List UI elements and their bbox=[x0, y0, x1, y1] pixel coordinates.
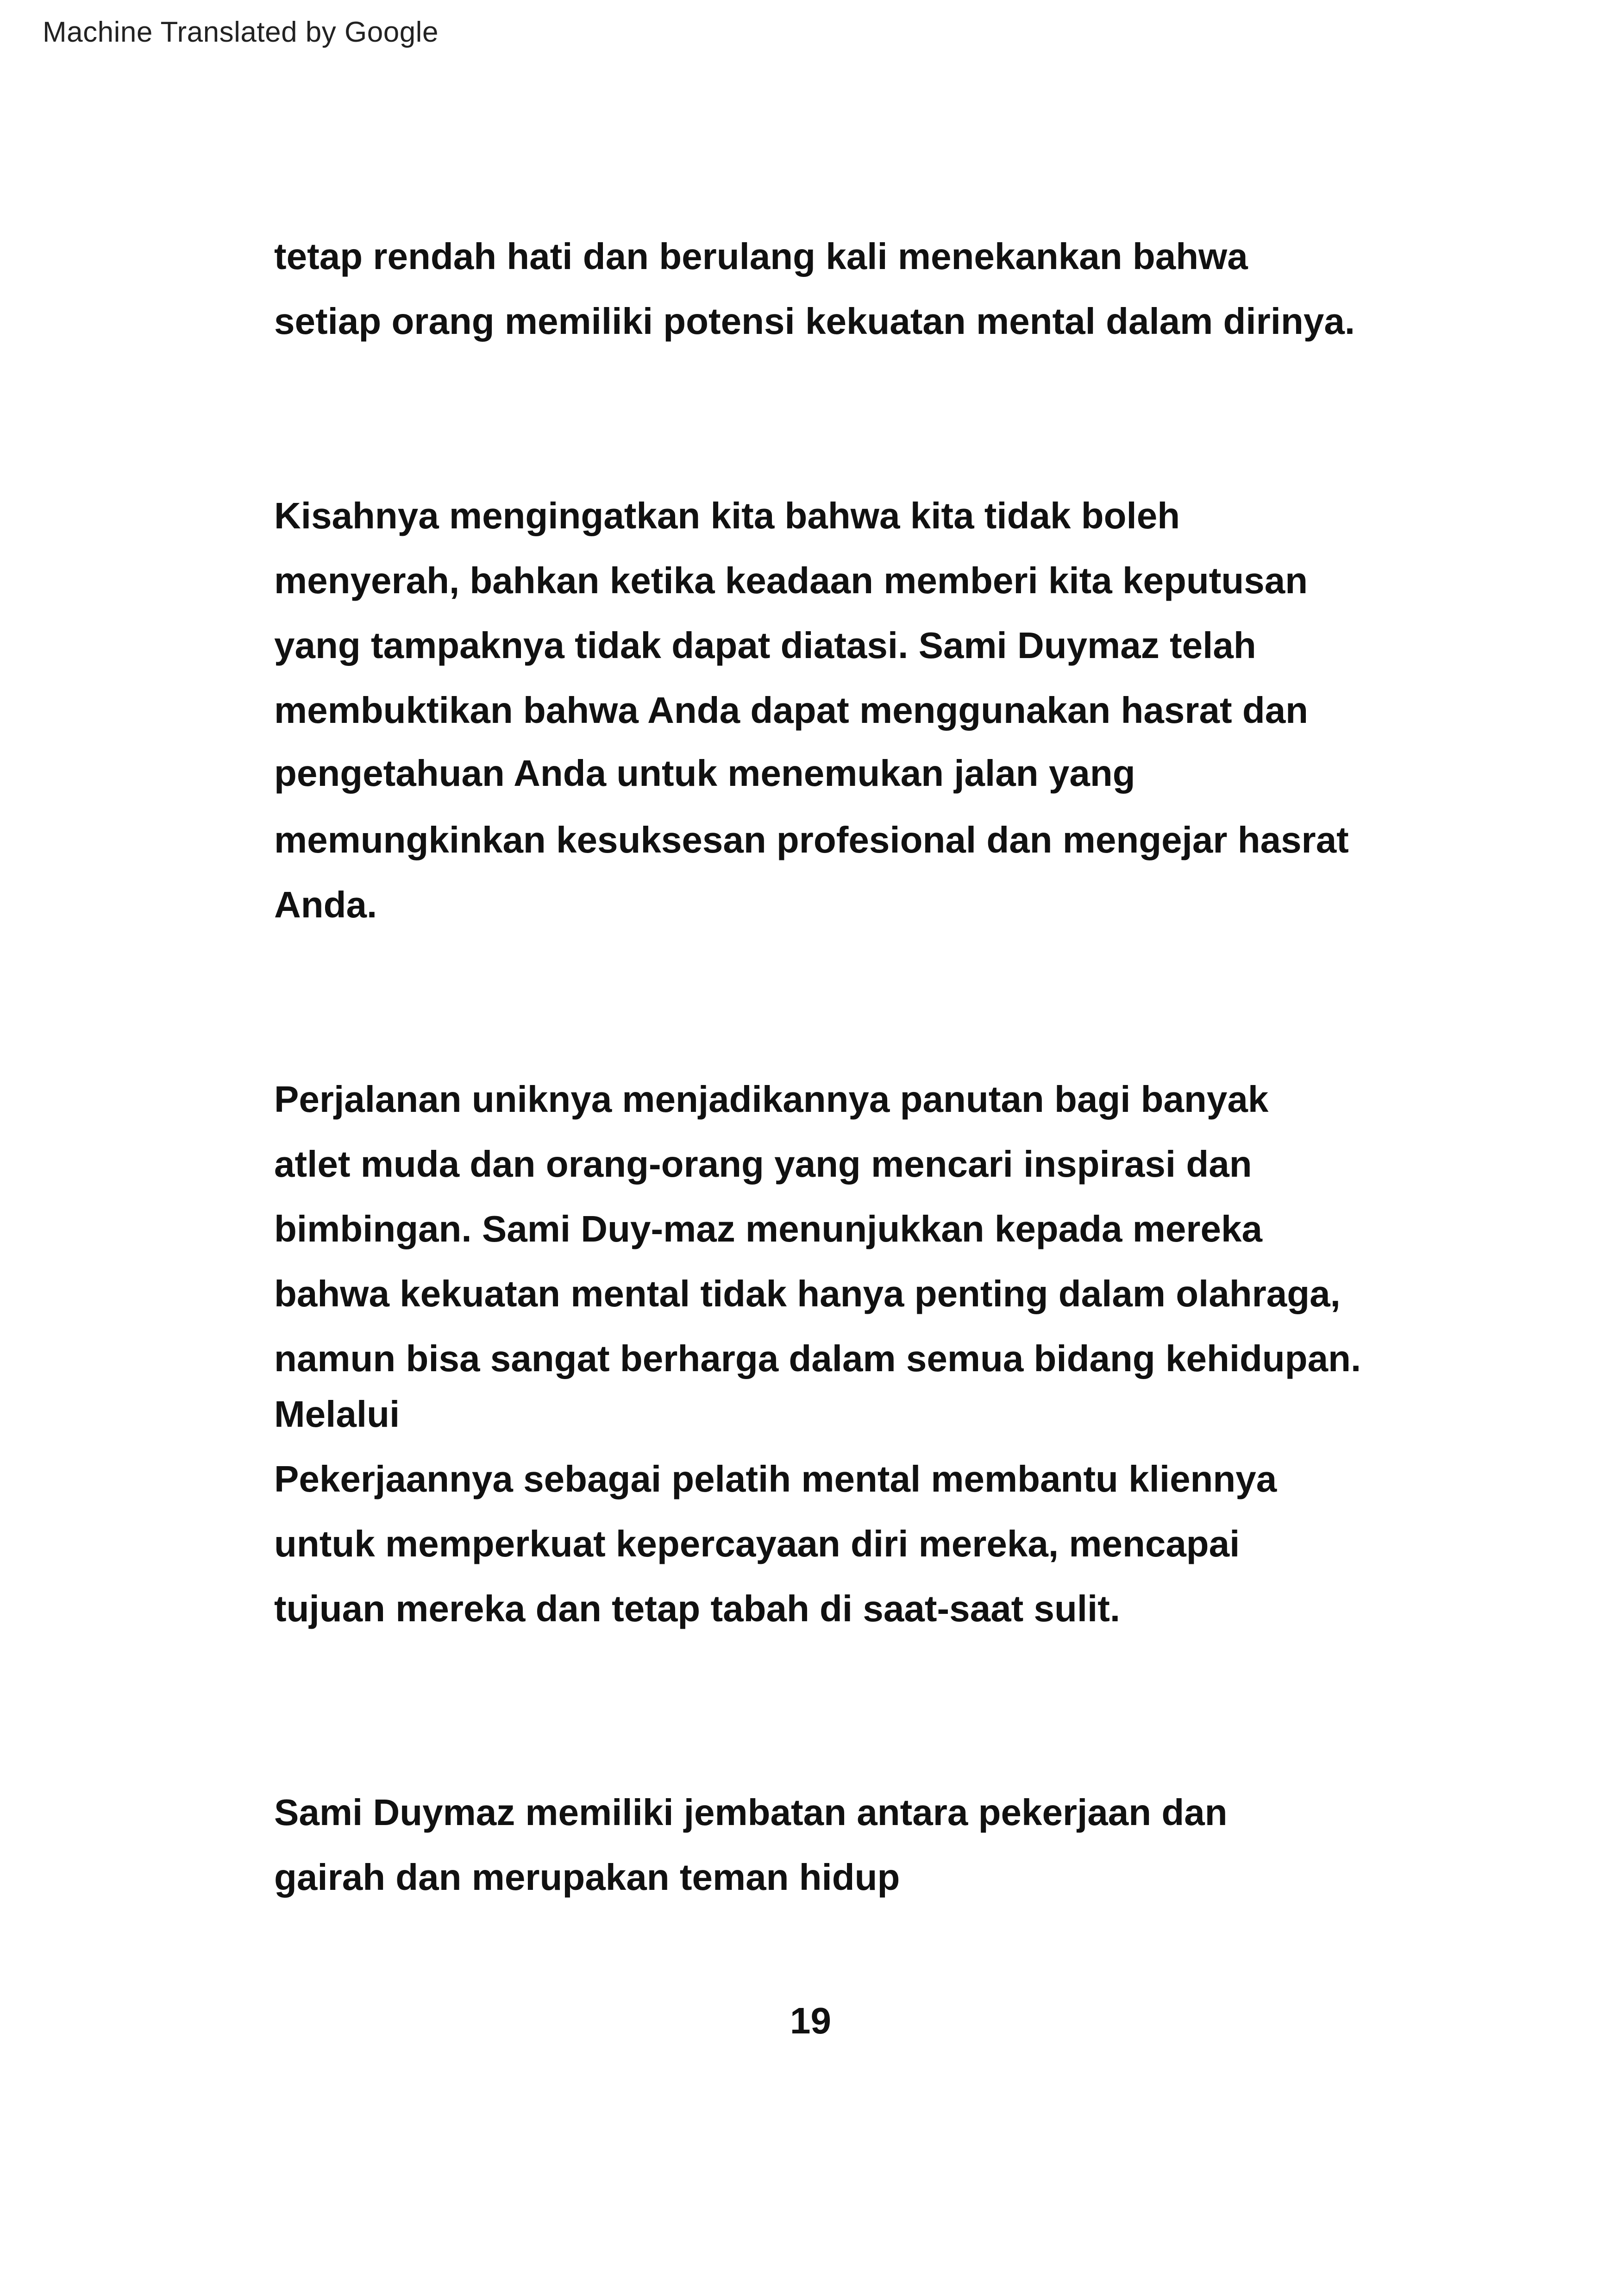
page-number: 19 bbox=[790, 2000, 831, 2041]
paragraph-line: Melalui bbox=[274, 1393, 400, 1435]
paragraph-line: tujuan mereka dan tetap tabah di saat-saat sulit. bbox=[274, 1588, 1121, 1629]
paragraph-line: membuktikan bahwa Anda dapat menggunakan hasrat dan bbox=[274, 690, 1309, 731]
paragraph-line: Pekerjaannya sebagai pelatih mental membantu kliennya bbox=[274, 1458, 1277, 1499]
paragraph-line: tetap rendah hati dan berulang kali menekankan bahwa bbox=[274, 236, 1248, 277]
paragraph-line: atlet muda dan orang-orang yang mencari inspirasi dan bbox=[274, 1143, 1252, 1185]
paragraph-line: yang tampaknya tidak dapat diatasi. Sami Duymaz telah bbox=[274, 625, 1256, 666]
paragraph-line: bimbingan. Sami Duy-maz menunjukkan kepada mereka bbox=[274, 1208, 1262, 1249]
paragraph-line: menyerah, bahkan ketika keadaan memberi kita keputusan bbox=[274, 560, 1308, 601]
paragraph-line: untuk memperkuat kepercayaan diri mereka, mencapai bbox=[274, 1523, 1240, 1564]
paragraph-line: pengetahuan Anda untuk menemukan jalan yang bbox=[274, 753, 1135, 794]
paragraph-line: setiap orang memiliki potensi kekuatan mental dalam dirinya. bbox=[274, 301, 1355, 342]
paragraph-line: memungkinkan kesuksesan profesional dan mengejar hasrat bbox=[274, 819, 1349, 860]
paragraph-line: Perjalanan uniknya menjadikannya panutan bagi banyak bbox=[274, 1079, 1269, 1120]
paragraph-line: Anda. bbox=[274, 884, 377, 925]
paragraph-line: Kisahnya mengingatkan kita bahwa kita tidak boleh bbox=[274, 495, 1180, 536]
paragraph-line: gairah dan merupakan teman hidup bbox=[274, 1857, 900, 1898]
paragraph-line: bahwa kekuatan mental tidak hanya penting dalam olahraga, bbox=[274, 1273, 1341, 1314]
paragraph-line: namun bisa sangat berharga dalam semua bidang kehidupan. bbox=[274, 1338, 1361, 1379]
paragraph-line: Sami Duymaz memiliki jembatan antara pekerjaan dan bbox=[274, 1792, 1228, 1833]
machine-translation-note: Machine Translated by Google bbox=[43, 16, 439, 48]
